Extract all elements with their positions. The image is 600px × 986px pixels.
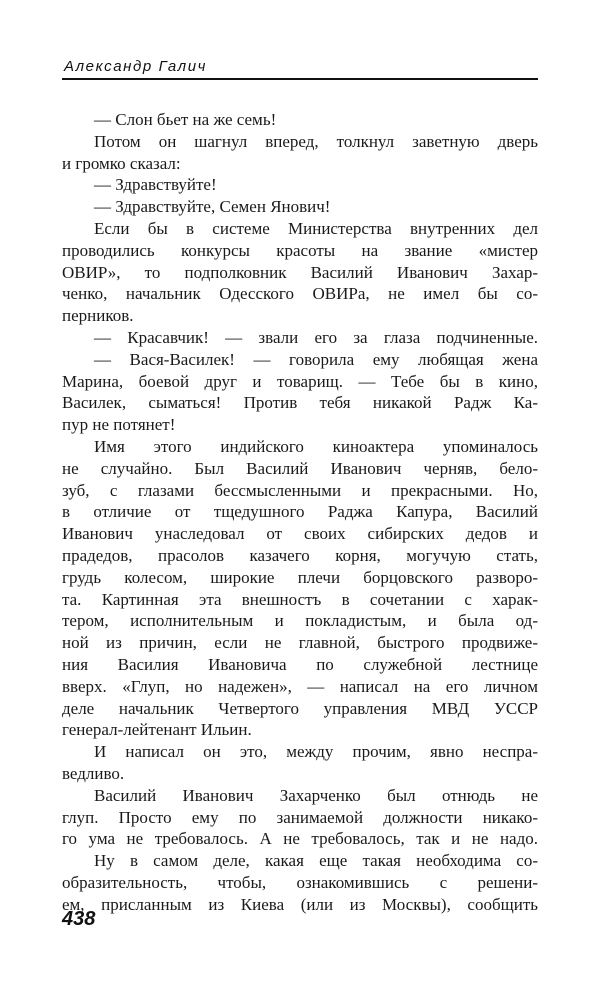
text-line: — Здравствуйте! (94, 175, 217, 195)
text-line: Если бы в системе Министерства внутренних дел (94, 218, 538, 238)
text-line: та. Картинная эта внешностъ в сочетании с харак- (62, 589, 538, 609)
text-line: прадедов, прасолов казачего корня, могучую стать, (62, 545, 538, 565)
text-line: и громко сказал: (62, 153, 181, 173)
text-line: го ума не требовалось. А не требовалось, так и не надо. (62, 829, 538, 849)
text-line: Ну в самом деле, какая еще такая необходима со- (94, 851, 538, 871)
text-line: — Вася-Василек! — говорила ему любящая жена (94, 349, 538, 369)
text-line: — Красавчик! — звали его за глаза подчиненные. (94, 327, 538, 347)
text-line: Василек, сыматься! Против тебя никакой Радж Ка- (62, 393, 538, 413)
text-line: ной из причин, если не главной, быстрого продвиже- (62, 633, 538, 653)
running-head-author: Александр Галич (64, 58, 208, 75)
text-line: — Здравствуйте, Семен Янович! (94, 197, 331, 217)
text-line: деле начальник Четвертого управления МВД УССР (62, 698, 538, 718)
text-line: — Слон бьет на же семь! (94, 110, 277, 129)
text-line: генерал-лейтенант Ильин. (62, 720, 252, 740)
text-line: Потом он шагнул вперед, толкнул заветную дверь (94, 131, 538, 151)
text-line: Марина, боевой друг и товарищ. — Тебе бы в кино, (62, 371, 538, 391)
text-line: глуп. Просто ему по занимаемой должности никако- (62, 807, 538, 827)
text-line: Имя этого индийского киноактера упоминалось (94, 436, 538, 456)
text-line: Василий Иванович Захарченко был отнюдь не (94, 785, 538, 805)
text-line: Иванович унаследовал от своих сибирских дедов и (62, 524, 538, 544)
text-line: зуб, с глазами бессмысленными и прекрасными. Но, (62, 480, 538, 500)
text-line: проводились конкурсы красоты на звание «мистер (62, 240, 538, 260)
text-line: образительность, чтобы, ознакомившись с решени- (62, 872, 538, 892)
text-line: пур не потянет! (62, 415, 176, 435)
text-line: ем, присланным из Киева (или из Москвы), сообщить (62, 894, 538, 914)
body-text (62, 109, 538, 915)
text-line: ния Василия Ивановича по служебной лестнице (62, 654, 538, 674)
text-line: перников. (62, 306, 134, 326)
header-rule (62, 78, 538, 80)
text-line: ведливо. (62, 763, 125, 783)
text-line: И написал он это, между прочим, явно неспра- (94, 742, 538, 762)
text-line: тером, исполнительным и покладистым, и была од- (62, 611, 538, 631)
page-number: 438 (62, 908, 96, 930)
text-line: ченко, начальник Одесского ОВИРа, не имел бы со- (62, 284, 538, 304)
text-line: не случайно. Был Василий Иванович черняв, бело- (62, 458, 538, 478)
text-line: в отличие от тщедушного Раджа Капура, Василий (62, 502, 538, 522)
text-line: вверх. «Глуп, но надежен», — написал на его личном (62, 676, 538, 696)
text-line: ОВИР», то подполковник Василий Иванович Захар- (62, 262, 538, 282)
text-line: грудь колесом, широкие плечи борцовского разворо- (62, 567, 538, 587)
